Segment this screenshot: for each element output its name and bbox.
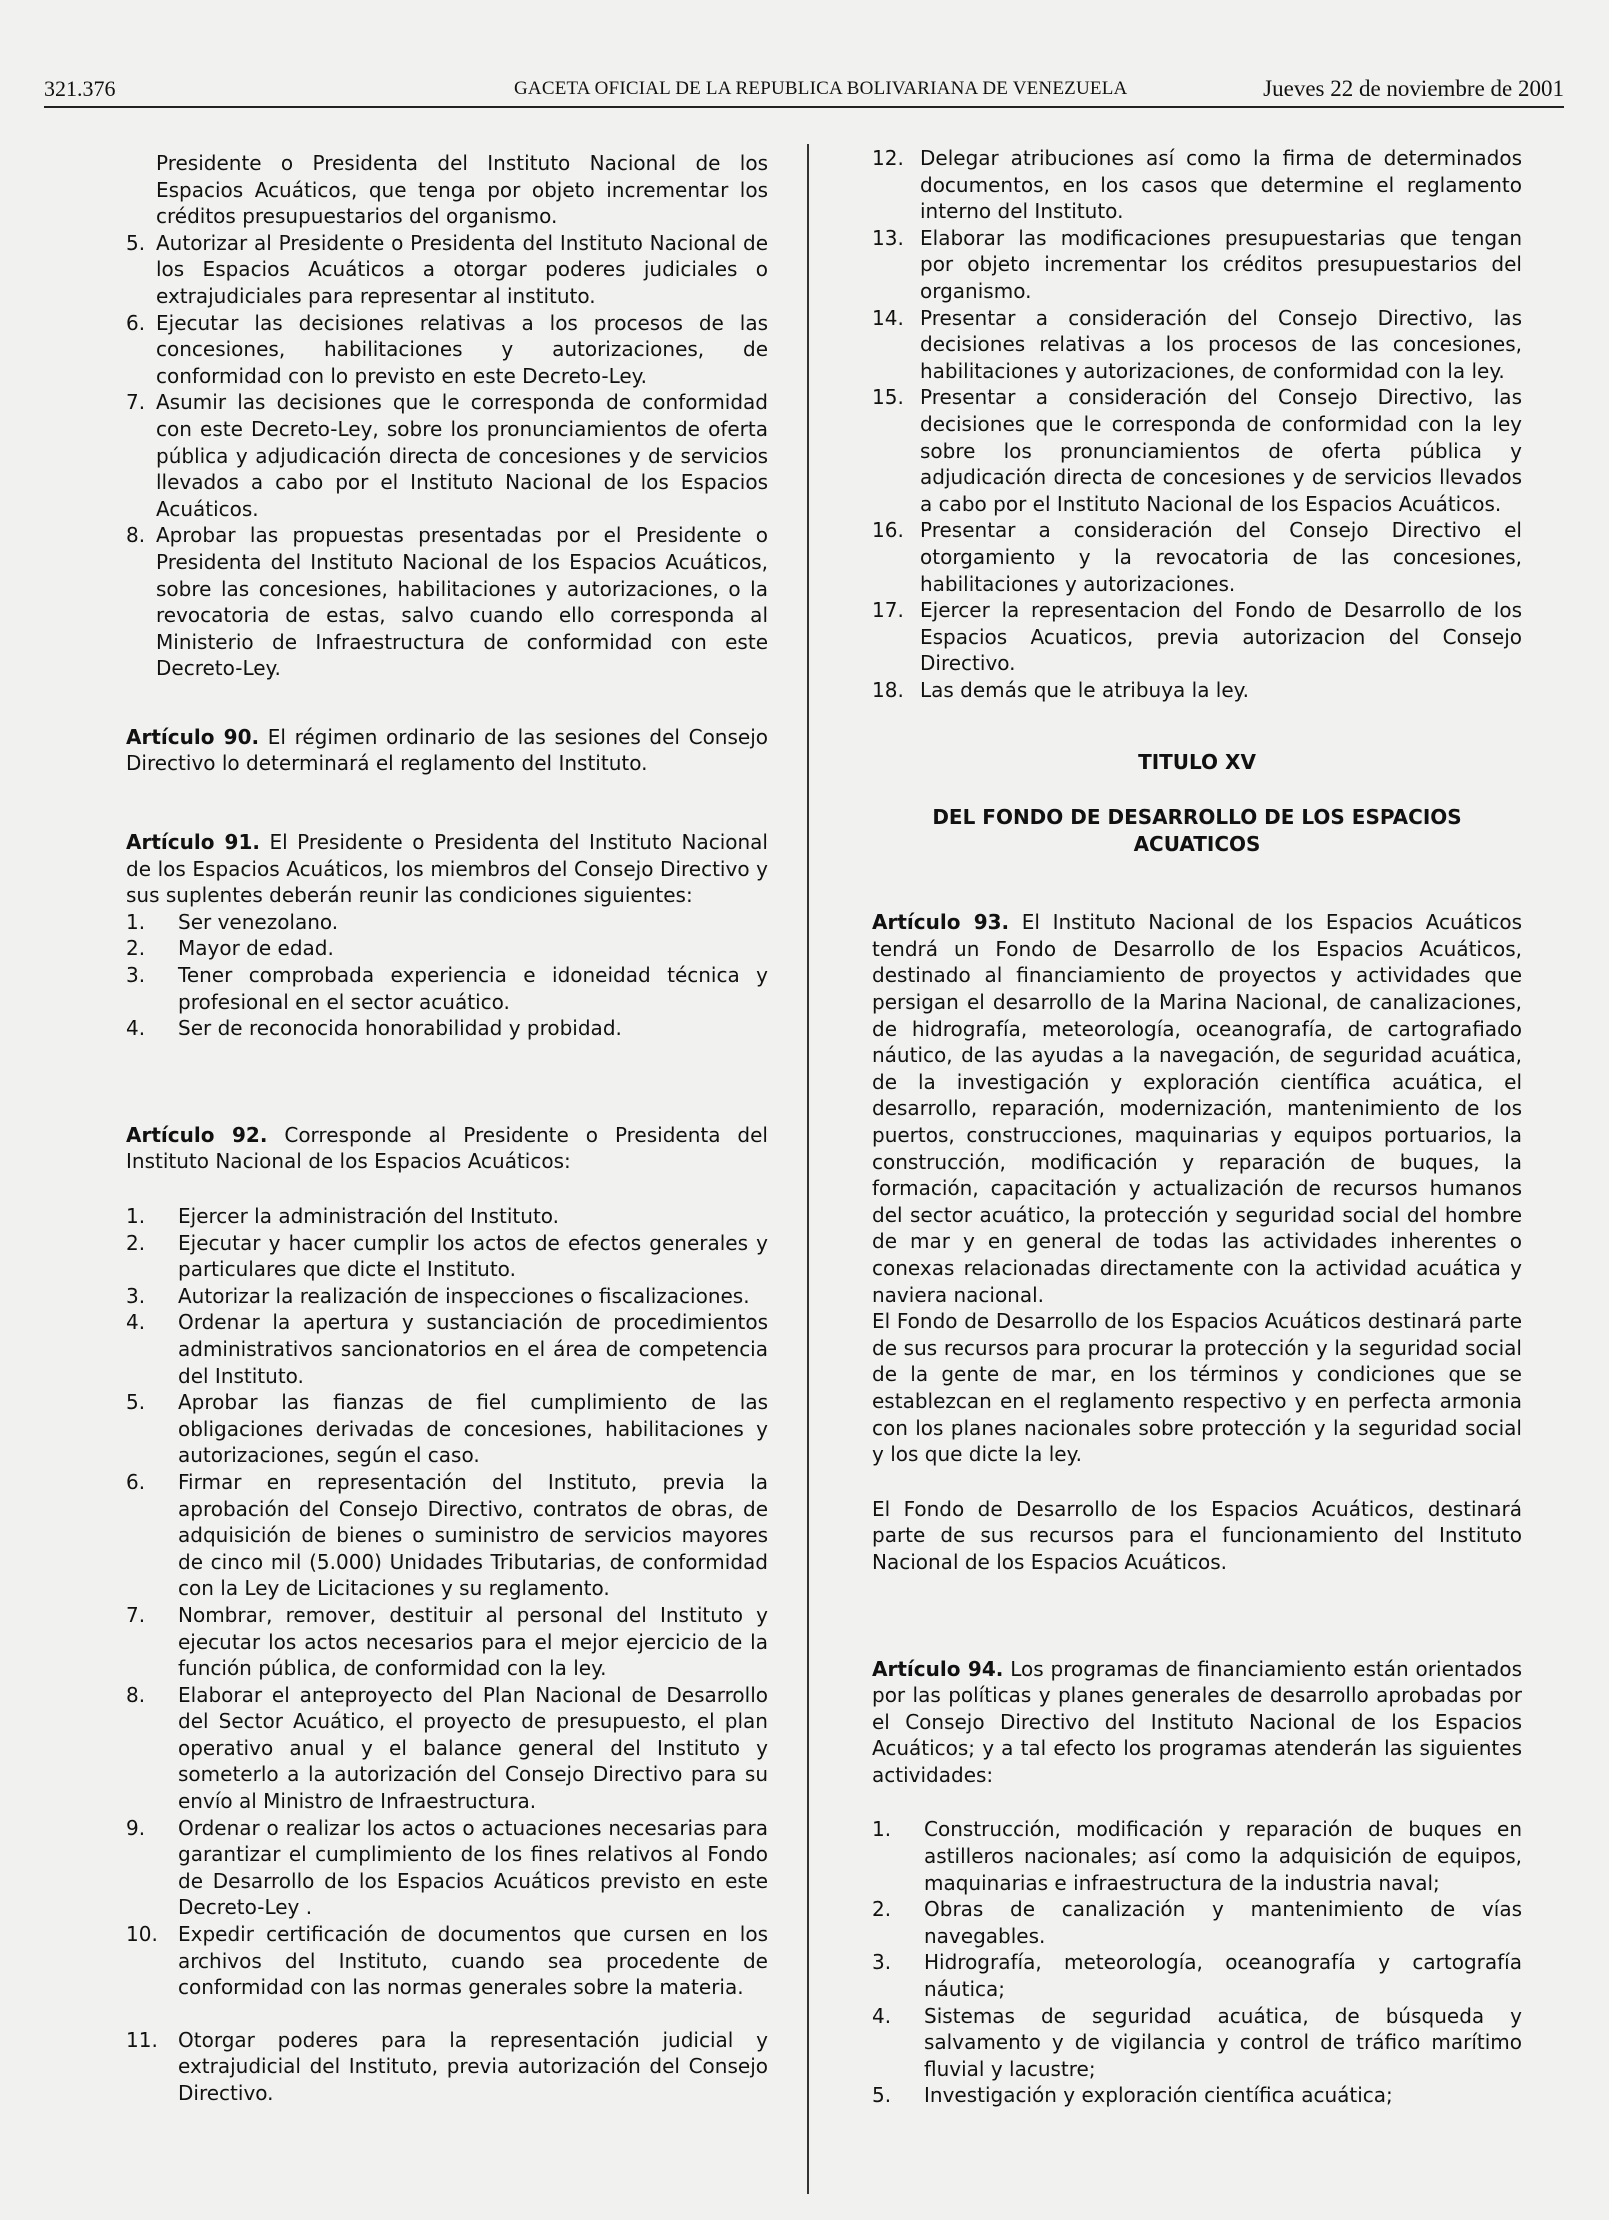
list-91: [126, 909, 768, 1042]
list-item: 5. Investigación y exploración científica acuática;: [872, 2083, 1393, 2108]
list-item: 14. Presentar a consideración del Consejo Directivo, las decisiones relativas a los procesos de las concesiones, habilitaciones y autorizaciones, de conformidad con la ley.: [872, 305, 1522, 383]
gazette-title: GACETA OFICIAL DE LA REPUBLICA BOLIVARIANA DE VENEZUELA: [514, 78, 1128, 99]
list-item: 4. Ordenar la apertura y sustanciación de procedimientos administrativos sancionatorios en el área de competencia del Instituto.: [126, 1310, 768, 1388]
list-item: 4. Ser de reconocida honorabilidad y probidad.: [126, 1016, 622, 1041]
page-header: [44, 72, 1564, 108]
title-subheading: DEL FONDO DE DESARROLLO DE LOS ESPACIOS ACUATICOS: [932, 805, 1462, 856]
list-item: 1. Construcción, modificación y reparación de buques en astilleros nacionales; así como la adquisición de equipos, maquinarias e infraestructura de la industria naval;: [872, 1817, 1522, 1895]
list-89: [126, 230, 768, 682]
list-item: 2. Obras de canalización y mantenimiento de vías navegables.: [872, 1897, 1522, 1948]
article-93-paragraph-2: El Fondo de Desarrollo de los Espacios Acuáticos destinará parte de sus recursos para procurar la protección y la seguridad social de la gente de mar, en los términos y condiciones que se establezcan en el reglamento respectivo y en perfecta armonia con los planes nacionales sobre protección y la seguridad social y los que dicte la ley.: [872, 1309, 1522, 1467]
list-item: 3. Tener comprobada experiencia e idoneidad técnica y profesional en el sector acuático.: [126, 963, 768, 1014]
list-item: 6. Ejecutar las decisiones relativas a los procesos de las concesiones, habilitaciones y autorizaciones, de conformidad con lo previsto en este Decreto-Ley.: [126, 310, 768, 388]
article-91: Artículo 91. El Presidente o Presidenta del Instituto Nacional de los Espacios Acuáticos, los miembros del Consejo Directivo y sus suplentes deberán reunir las condiciones siguientes:: [126, 830, 768, 908]
list-item: 8. Elaborar el anteproyecto del Plan Nacional de Desarrollo del Sector Acuático, el proyecto de presupuesto, el plan operativo anual y el balance general del Instituto y someterlo a la autorización del Consejo Directivo para su envío al Ministro de Infraestructura.: [126, 1682, 768, 1814]
list-item: 2. Mayor de edad.: [126, 936, 334, 961]
page-number: 321.376: [44, 76, 116, 101]
list-item: 12. Delegar atribuciones así como la firma de determinados documentos, en los casos que determine el reglamento interno del Instituto.: [872, 146, 1522, 224]
list-item: 2. Ejecutar y hacer cumplir los actos de efectos generales y particulares que dicte el Instituto.: [126, 1230, 768, 1282]
list-item: 1. Ejercer la administración del Instituto.: [126, 1204, 560, 1228]
article-92: Artículo 92. Corresponde al Presidente o Presidenta del Instituto Nacional de los Espacios Acuáticos:: [126, 1122, 768, 1174]
list-item: 18. Las demás que le atribuya la ley.: [872, 677, 1250, 702]
article-93: Artículo 93. El Instituto Nacional de los Espacios Acuáticos tendrá un Fondo de Desarrollo de los Espacios Acuáticos, destinado al financiamiento de proyectos y actividades que persigan el desarrollo de la Marina Nacional, de canalizaciones, de hidrografía, meteorología, oceanografía, de cartografiado náutico, de las ayudas a la navegación, de seguridad acuática, de la investigación y exploración científica acuática, el desarrollo, reparación, modernización, mantenimiento de los puertos, construcciones, maquinarias y equipos portuarios, la construcción, modificación y reparación de buques, la formación, capacitación y actualización de recursos humanos del sector acuático, la protección y seguridad social del hombre de mar y en general de todas las actividades inherentes o conexas relacionadas directamente con la actividad acuática y naviera nacional.: [872, 910, 1522, 1307]
list-item: 5. Aprobar las fianzas de fiel cumplimiento de las obligaciones derivadas de concesiones, habilitaciones y autorizaciones, según el caso.: [126, 1390, 768, 1468]
issue-date: Jueves 22 de noviembre de 2001: [1263, 76, 1564, 101]
list-item: 7. Nombrar, remover, destituir al personal del Instituto y ejecutar los actos necesarios para el mejor ejercicio de la función pública, de conformidad con la ley.: [126, 1602, 768, 1681]
list-item: 3. Autorizar la realización de inspecciones o fiscalizaciones.: [126, 1283, 750, 1308]
list-item: 16. Presentar a consideración del Consejo Directivo el otorgamiento y la revocatoria de las concesiones, habilitaciones y autorizaciones.: [872, 518, 1522, 596]
list-item: 6. Firmar en representación del Instituto, previa la aprobación del Consejo Directivo, contratos de obras, de adquisición de bienes o suministro de servicios mayores de cinco mil (5.000) Unidades Tributarias, de conformidad con la Ley de Licitaciones y su reglamento.: [126, 1469, 768, 1601]
right-column: [872, 145, 1522, 2109]
list-item: 15. Presentar a consideración del Consejo Directivo, las decisiones que le corresponda de conformidad con la ley sobre los pronunciamientos de oferta pública y adjudicación directa de concesiones y de servicios llevados a cabo por el Instituto Nacional de los Espacios Acuáticos.: [872, 385, 1522, 516]
article-90: Artículo 90. El régimen ordinario de las sesiones del Consejo Directivo lo determinará el reglamento del Instituto.: [126, 724, 769, 776]
article-94: Artículo 94. Los programas de financiamiento están orientados por las políticas y planes generales de desarrollo aprobadas por el Consejo Directivo del Instituto Nacional de los Espacios Acuáticos; y a tal efecto los programas atenderán las siguientes actividades:: [872, 1656, 1522, 1787]
list-item: 8. Aprobar las propuestas presentadas por el Presidente o Presidenta del Instituto Nacional de los Espacios Acuáticos, sobre las concesiones, habilitaciones y autorizaciones, o la revocatoria de estas, salvo cuando ello corresponda al Ministerio de Infraestructura de conformidad con este Decreto-Ley.: [126, 523, 768, 681]
list-92: [126, 1203, 768, 2107]
list-item: 13. Elaborar las modificaciones presupuestarias que tengan por objeto incrementar los créditos presupuestarios del organismo.: [872, 225, 1522, 303]
list-item: 7. Asumir las decisiones que le corresponda de conformidad con este Decreto-Ley, sobre los pronunciamientos de oferta pública y adjudicación directa de concesiones y de servicios llevados a cabo por el Instituto Nacional de los Espacios Acuáticos.: [126, 390, 768, 521]
list-94: [872, 1816, 1522, 2109]
list-item: 17. Ejercer la representacion del Fondo de Desarrollo de los Espacios Acuaticos, previa autorizacion del Consejo Directivo.: [872, 598, 1522, 676]
intro-text: Presidente o Presidenta del Instituto Nacional de los Espacios Acuáticos, que tenga por objeto incrementar los créditos presupuestarios del organismo.: [156, 151, 768, 229]
list-92-continued: [872, 145, 1522, 703]
list-item: 11. Otorgar poderes para la representación judicial y extrajudicial del Instituto, previa autorización del Consejo Directivo.: [126, 2027, 768, 2105]
left-column: [126, 150, 768, 2107]
article-93-paragraph-3: El Fondo de Desarrollo de los Espacios Acuáticos, destinará parte de sus recursos para el funcionamiento del Instituto Nacional de los Espacios Acuáticos.: [872, 1496, 1522, 1574]
list-item: 5. Autorizar al Presidente o Presidenta del Instituto Nacional de los Espacios Acuáticos a otorgar poderes judiciales o extrajudiciales para representar al instituto.: [126, 230, 768, 308]
column-divider: [807, 144, 809, 2194]
title-heading: TITULO XV: [1138, 750, 1256, 775]
list-item: 3. Hidrografía, meteorología, oceanografía y cartografía náutica;: [872, 1950, 1522, 2002]
list-item: 1. Ser venezolano.: [126, 909, 339, 934]
list-item: 10. Expedir certificación de documentos que cursen en los archivos del Instituto, cuando sea procedente de conformidad con las normas generales sobre la materia.: [126, 1922, 768, 2000]
list-item: 4. Sistemas de seguridad acuática, de búsqueda y salvamento y de vigilancia y control de tráfico marítimo fluvial y lacustre;: [872, 2003, 1522, 2081]
list-item: 9. Ordenar o realizar los actos o actuaciones necesarias para garantizar el cumplimiento de los fines relativos al Fondo de Desarrollo de los Espacios Acuáticos previsto en este Decreto-Ley .: [126, 1815, 768, 1920]
